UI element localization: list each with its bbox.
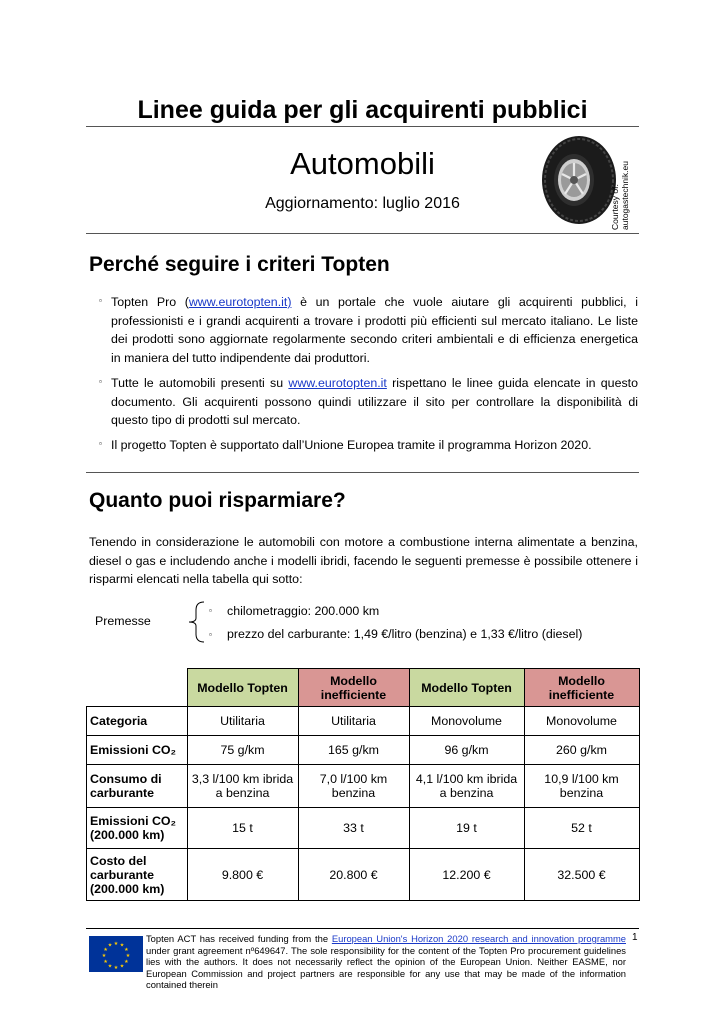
bullet-paragraph-3: Il progetto Topten è supportato dall’Unione Europea tramite il programma Horizon 2020. — [111, 438, 592, 452]
svg-text:★: ★ — [124, 947, 129, 953]
table-cell: Monovolume — [524, 707, 639, 736]
table-cell: 10,9 l/100 km benzina — [524, 765, 639, 808]
square-bullet-icon: ▫ — [99, 439, 102, 448]
table-cell: 52 t — [524, 808, 639, 849]
table-cell: Monovolume — [409, 707, 524, 736]
table-cell: 4,1 l/100 km ibrida a benzina — [409, 765, 524, 808]
table-row — [87, 736, 640, 765]
page-title: Automobili — [290, 146, 435, 181]
eurotopten-link[interactable]: www.eurotopten.it) — [188, 295, 292, 309]
eu-flag-icon — [89, 936, 143, 972]
svg-text:★: ★ — [107, 942, 113, 949]
page-number: 1 — [632, 932, 638, 943]
header-topten: Modello Topten — [409, 669, 524, 707]
table-cell: 9.800 € — [187, 849, 298, 901]
update-date: Aggiornamento: luglio 2016 — [265, 195, 460, 212]
row-label: Emissioni CO₂ — [87, 736, 188, 765]
table-row — [87, 707, 640, 736]
table-cell: 20.800 € — [298, 849, 409, 901]
footer-rule — [86, 928, 639, 929]
section-heading-why: Perché seguire i criteri Topten — [89, 253, 390, 276]
funding-disclaimer: Topten ACT has received funding from the European Union's Horizon 2020 research and innovation programme under grant agreement nº649647. The sole responsibility for the content of the Topten Pro procurement guidelines lies with the authors. It does not necessarily reflect the opinion of the European Union. Neither EASME, nor European Commission and project partners are responsible for any use that may be made of the information contained therein — [146, 933, 626, 991]
table-cell: Utilitaria — [298, 707, 409, 736]
header-topten: Modello Topten — [187, 669, 298, 707]
premesse-label: Premesse — [95, 614, 151, 628]
eurotopten-link[interactable]: www.eurotopten.it — [288, 376, 387, 390]
header-inefficient: Modello inefficiente — [524, 669, 639, 707]
table-cell: 3,3 l/100 km ibrida a benzina — [187, 765, 298, 808]
table-cell: 260 g/km — [524, 736, 639, 765]
premessa-mileage: chilometraggio: 200.000 km — [227, 604, 380, 618]
svg-text:★: ★ — [124, 959, 129, 965]
table-cell: 32.500 € — [524, 849, 639, 901]
tire-image — [540, 134, 618, 226]
document-header-title: Linee guida per gli acquirenti pubblici — [137, 96, 588, 124]
svg-text:★: ★ — [103, 959, 108, 965]
brace-icon — [186, 600, 206, 644]
square-bullet-icon: ▫ — [209, 606, 212, 615]
table-cell: 7,0 l/100 km benzina — [298, 765, 409, 808]
premessa-fuel-price: prezzo del carburante: 1,49 €/litro (benzina) e 1,33 €/litro (diesel) — [227, 627, 583, 641]
section-rule — [86, 472, 639, 473]
row-label: Emissioni CO₂ (200.000 km) — [87, 808, 188, 849]
svg-text:★: ★ — [107, 963, 113, 970]
table-row — [87, 849, 640, 901]
svg-text:★: ★ — [113, 965, 119, 971]
table-cell: 19 t — [409, 808, 524, 849]
section-rule — [86, 233, 639, 234]
table-cell: 15 t — [187, 808, 298, 849]
header-rule — [86, 126, 639, 127]
bullet-paragraph-1: Topten Pro (www.eurotopten.it) è un portale che vuole aiutare gli acquirenti pubblici, i professionisti e i grandi acquirenti a trovare i prodotti più efficienti sul mercato italiano. Le liste dei prodotti sono aggiornate regolarmente secondo criteri ambientali e di efficienza energetica in maniera del tutto indipendente dai produttori. — [111, 295, 638, 365]
row-label: Costo del carburante (200.000 km) — [87, 849, 188, 901]
row-label: Categoria — [87, 707, 188, 736]
bullet-paragraph-2: Tutte le automobili presenti su www.eurotopten.it rispettano le linee guida elencate in questo documento. Gli acquirenti possono quindi utilizzare il sito per controllare la disponibilità di questo tipo di prodotti sul mercato. — [111, 376, 638, 427]
table-row — [87, 765, 640, 808]
svg-text:★: ★ — [113, 941, 119, 947]
table-cell: 12.200 € — [409, 849, 524, 901]
svg-text:★: ★ — [103, 947, 108, 953]
row-label: Consumo di carburante — [87, 765, 188, 808]
image-credit: Courtesy of: autogastechnik.eu — [610, 161, 630, 230]
header-inefficient: Modello inefficiente — [298, 669, 409, 707]
table-cell: 96 g/km — [409, 736, 524, 765]
savings-table — [86, 668, 640, 901]
table-cell: 165 g/km — [298, 736, 409, 765]
svg-text:★: ★ — [101, 953, 107, 959]
svg-text:★: ★ — [125, 953, 131, 959]
table-header-row — [87, 669, 640, 707]
square-bullet-icon: ▫ — [99, 377, 102, 386]
table-row — [87, 808, 640, 849]
savings-intro: Tenendo in considerazione le automobili con motore a combustione interna alimentate a benzina, diesel o gas e includendo anche i modelli ibridi, facendo le seguenti premesse è possibile ottenere i risparmi elencati nella tabella qui sotto: — [89, 535, 638, 586]
table-cell: Utilitaria — [187, 707, 298, 736]
section-heading-savings: Quanto puoi risparmiare? — [89, 489, 346, 512]
empty-corner-cell — [87, 669, 188, 707]
table-cell: 75 g/km — [187, 736, 298, 765]
table-cell: 33 t — [298, 808, 409, 849]
svg-text:★: ★ — [119, 963, 125, 970]
square-bullet-icon: ▫ — [99, 296, 102, 305]
svg-text:★: ★ — [119, 942, 125, 949]
square-bullet-icon: ▫ — [209, 630, 212, 639]
horizon-2020-link[interactable]: European Union's Horizon 2020 research and innovation programme — [331, 933, 626, 944]
